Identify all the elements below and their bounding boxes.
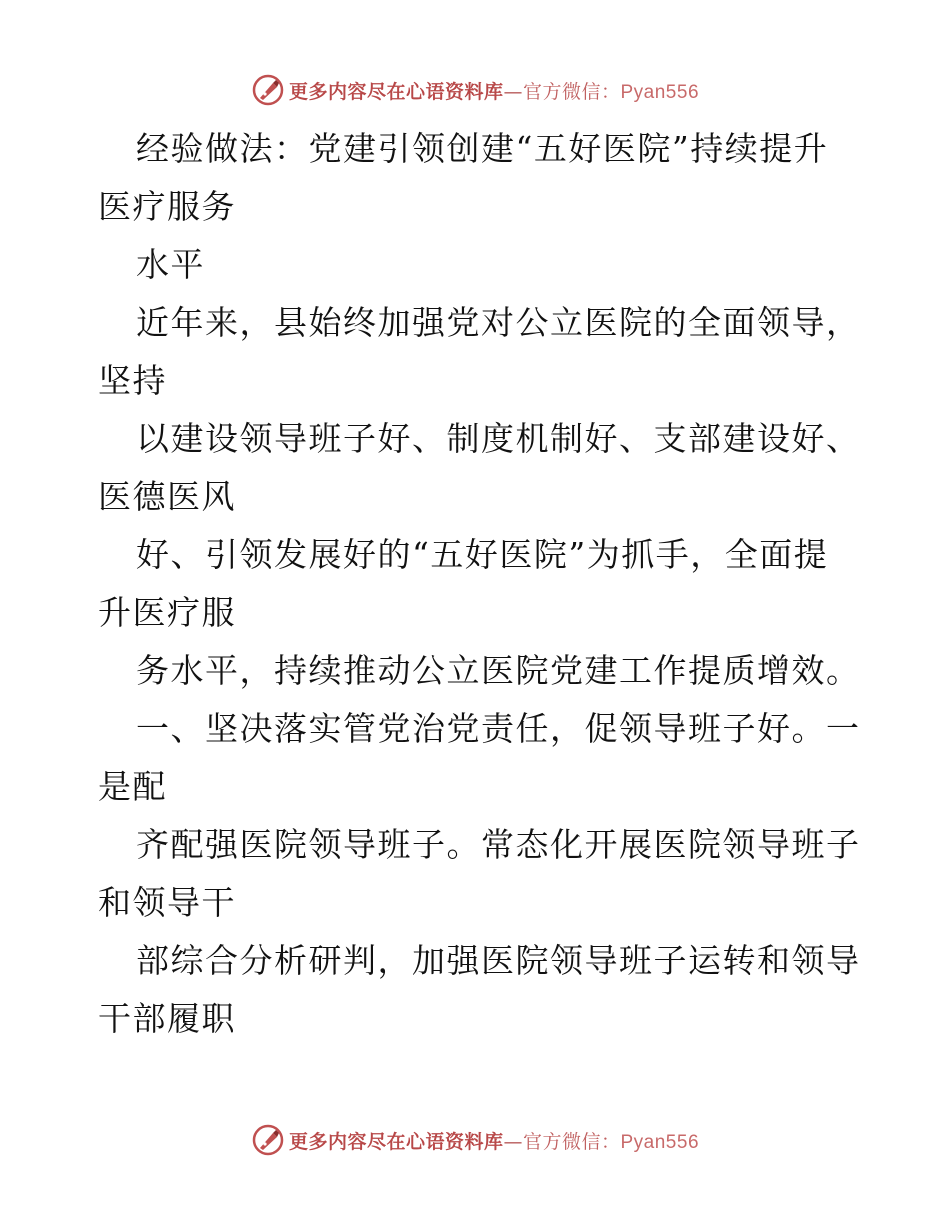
watermark-brand: 更多内容尽在心语资料库 xyxy=(288,80,504,103)
text-line: 部综合分析研判，加强医院领导班子运转和领导 xyxy=(136,941,861,980)
text-line: 干部履职 xyxy=(98,999,236,1038)
text-line: 一、坚决落实管党治党责任，促领导班子好。一 xyxy=(136,709,861,748)
watermark-id: Pyan556 xyxy=(620,1131,700,1153)
pen-nib-logo-icon xyxy=(251,73,285,107)
text-line: 水平 xyxy=(136,245,205,284)
text-line: 以建设领导班子好、制度机制好、支部建设好、 xyxy=(136,419,861,458)
watermark-label: 官方微信： xyxy=(522,1130,621,1153)
footer-watermark xyxy=(0,1120,950,1160)
text-line: 和领导干 xyxy=(98,883,236,922)
watermark-separator: — xyxy=(503,1130,523,1153)
pen-nib-logo-icon xyxy=(251,1123,285,1157)
text-line: 务水平，持续推动公立医院党建工作提质增效。 xyxy=(136,651,861,690)
text-line: 坚持 xyxy=(98,361,167,400)
watermark-text xyxy=(289,77,699,104)
watermark-brand: 更多内容尽在心语资料库 xyxy=(288,1130,504,1153)
text-line: 好、引领发展好的“五好医院”为抓手，全面提 xyxy=(136,535,829,574)
watermark-text xyxy=(289,1127,699,1154)
watermark-separator: — xyxy=(503,80,523,103)
watermark-label: 官方微信： xyxy=(522,80,621,103)
watermark-id: Pyan556 xyxy=(620,81,700,103)
text-line: 是配 xyxy=(98,767,167,806)
text-line: 经验做法：党建引领创建“五好医院”持续提升 xyxy=(136,129,829,168)
text-line: 医德医风 xyxy=(98,477,236,516)
text-line: 医疗服务 xyxy=(98,187,236,226)
header-watermark xyxy=(0,70,950,110)
text-line: 齐配强医院领导班子。常态化开展医院领导班子 xyxy=(136,825,861,864)
text-line: 升医疗服 xyxy=(98,593,236,632)
text-line: 近年来，县始终加强党对公立医院的全面领导， xyxy=(136,303,861,342)
